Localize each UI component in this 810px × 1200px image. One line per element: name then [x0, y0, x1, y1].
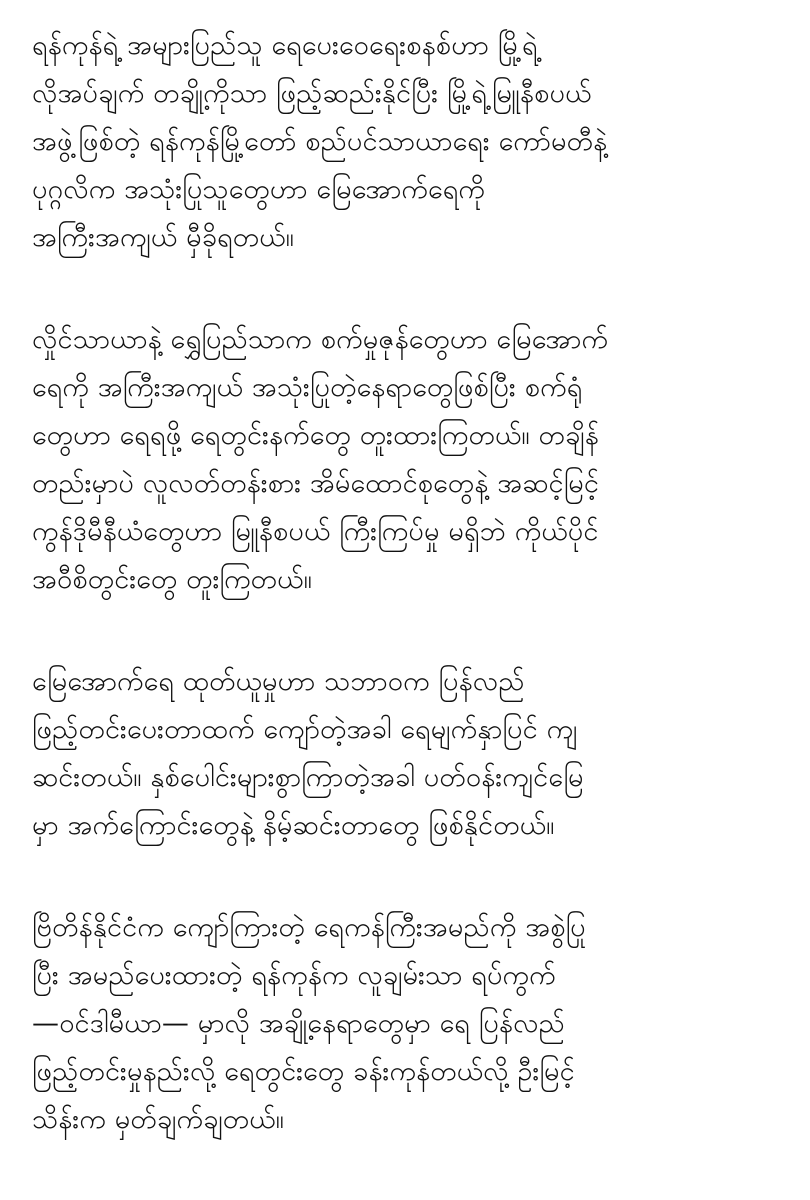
paragraph-2: [32, 316, 782, 604]
text-line: မြေအောက်ရေ ထုတ်ယူမှုဟာ သဘာဝက ပြန်လည်: [32, 666, 525, 697]
text-line: မှာ အက်ကြောင်းတွေနဲ့ နိမ့်ဆင်းတာတွေ ဖြစ်နိုင်တယ်။: [32, 810, 555, 841]
text-line: တွေဟာ ရေရဖို့ ရေတွင်းနက်တွေ တူးထားကြတယ်။ တချိန်: [32, 420, 599, 451]
text-line: လှိုင်သာယာနဲ့ ရွှေပြည်သာက စက်မှုဇုန်တွေဟာ မြေအောက်: [32, 324, 609, 355]
text-line: —ဝင်ဒါမီယာ— မှာလို အချို့နေရာတွေမှာ ရေ ပြန်လည်: [32, 1008, 565, 1039]
text-line: တည်းမှာပဲ လူလတ်တန်းစား အိမ်ထောင်စုတွေနဲ့ အဆင့်မြင့်: [32, 468, 600, 499]
text-line: ဗြိတိန်နိုင်ငံက ကျော်ကြားတဲ့ ရေကန်ကြီးအမည်ကို အစွဲပြု: [32, 912, 586, 943]
text-line: လိုအပ်ချက် တချို့ကိုသာ ဖြည့်ဆည်းနိုင်ပြီး မြို့ရဲ့မြူနီစပယ်: [32, 78, 592, 109]
text-line: အကြီးအကျယ် မှီခိုရတယ်။: [32, 222, 295, 253]
text-line: သိန်းက မှတ်ချက်ချတယ်။: [32, 1104, 285, 1135]
text-line: ပြီး အမည်ပေးထားတဲ့ ရန်ကုန်က လူချမ်းသာ ရပ်ကွက်: [32, 960, 556, 991]
text-line: ရေကို အကြီးအကျယ် အသုံးပြုတဲ့နေရာတွေဖြစ်ပြီး စက်ရုံ: [32, 372, 583, 403]
paragraph-4: [32, 904, 782, 1144]
text-line: ဆင်းတယ်။ နှစ်ပေါင်းများစွာကြာတဲ့အခါ ပတ်ဝန်းကျင်မြေ: [32, 762, 584, 793]
text-line: အဝီစိတွင်းတွေ တူးကြတယ်။: [32, 564, 312, 595]
text-line: အဖွဲ့ဖြစ်တဲ့ ရန်ကုန်မြို့တော် စည်ပင်သာယာရေး ကော်မတီနဲ့: [32, 126, 608, 157]
text-line: ရန်ကုန်ရဲ့ အများပြည်သူ ရေပေးဝေရေးစနစ်ဟာ မြို့ရဲ့: [32, 30, 538, 61]
text-line: ကွန်ဒိုမီနီယံတွေဟာ မြူနီစပယ် ကြီးကြပ်မှု မရှိဘဲ ကိုယ်ပိုင်: [32, 516, 599, 547]
paragraph-3: [32, 658, 782, 850]
text-line: ဖြည့်တင်းမှုနည်းလို့ ရေတွင်းတွေ ခန်းကုန်တယ်လို့ ဦးမြင့်: [32, 1056, 575, 1087]
text-line: ဖြည့်တင်းပေးတာထက် ကျော်တဲ့အခါ ရေမျက်နှာပြင် ကျ: [32, 714, 578, 745]
paragraph-1: [32, 22, 782, 262]
text-line: ပုဂ္ဂလိက အသုံးပြုသူတွေဟာ မြေအောက်ရေကို: [32, 174, 486, 205]
